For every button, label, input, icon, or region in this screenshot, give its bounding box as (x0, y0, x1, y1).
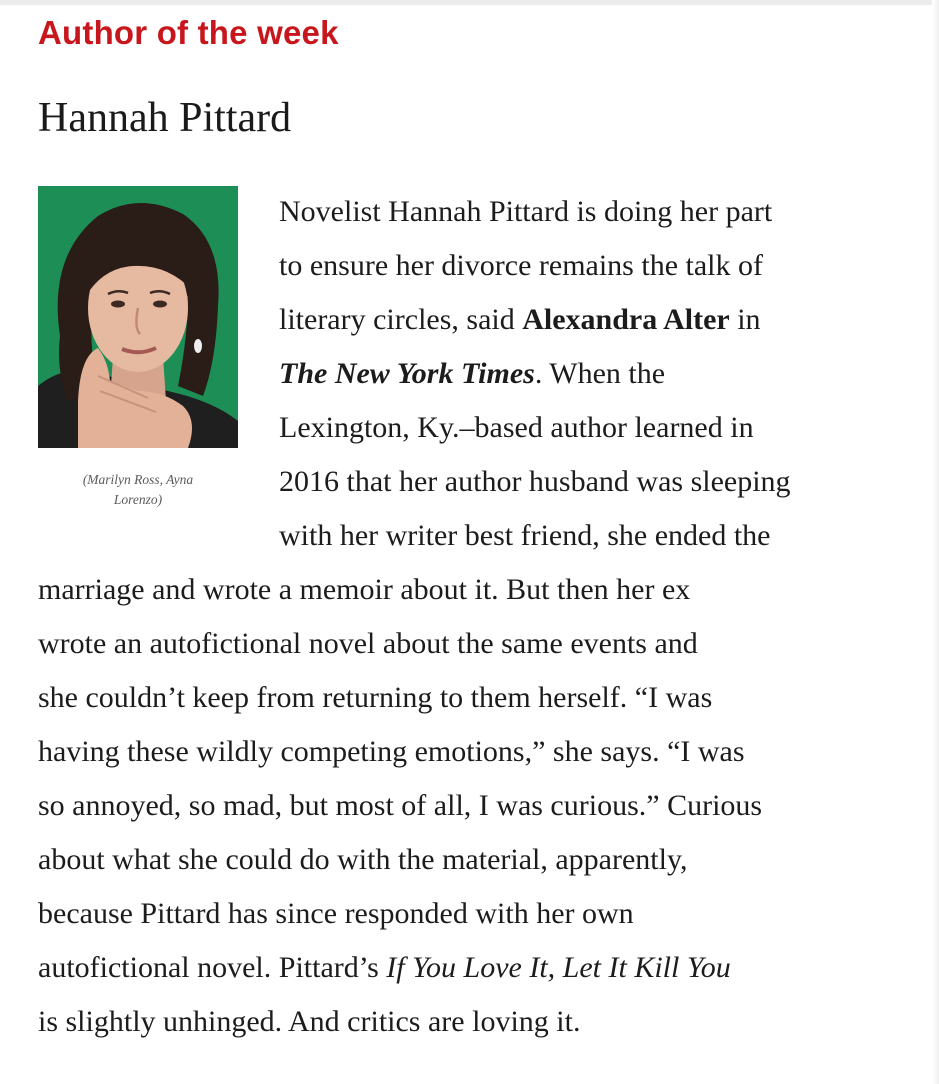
body-line: about what she could do with the material, apparently, (38, 843, 688, 876)
body-line: because Pittard has since responded with her own (38, 897, 634, 930)
body-text: literary circles, said (279, 303, 523, 336)
body-line: Novelist Hannah Pittard is doing her part (279, 195, 773, 228)
body-line: is slightly unhinged. And critics are loving it. (38, 1005, 581, 1038)
book-title: If You Love It, Let It Kill You (386, 951, 731, 984)
body-line: having these wildly competing emotions,” she says. “I was (38, 735, 745, 768)
body-line (279, 356, 665, 392)
body-line (38, 950, 731, 986)
photo-caption-line: (Marilyn Ross, Ayna (82, 472, 194, 487)
body-line: with her writer best friend, she ended the (279, 519, 771, 552)
photo-caption (38, 470, 238, 510)
body-line: wrote an autofictional novel about the same events and (38, 627, 698, 660)
body-line: marriage and wrote a memoir about it. But then her ex (38, 573, 691, 606)
photo-caption-line: Lorenzo) (113, 492, 163, 507)
publication-name: The New York Times (279, 357, 535, 390)
body-line: 2016 that her author husband was sleeping (279, 465, 791, 498)
body-line: so annoyed, so mad, but most of all, I was curious.” Curious (38, 789, 763, 822)
critic-name: Alexandra Alter (522, 303, 730, 336)
section-kicker: Author of the week (38, 14, 339, 51)
body-line (279, 302, 761, 338)
top-border (0, 0, 939, 5)
body-text: . When the (534, 357, 666, 390)
body-line: Lexington, Ky.–based author learned in (279, 411, 754, 444)
right-edge-shadow (932, 0, 939, 1084)
author-photo (38, 186, 238, 448)
body-text: in (729, 303, 761, 336)
page-title: Hannah Pittard (38, 95, 292, 141)
body-text: autofictional novel. Pittard’s (38, 951, 387, 984)
body-line: to ensure her divorce remains the talk of (279, 249, 763, 282)
body-line: she couldn’t keep from returning to them herself. “I was (38, 681, 713, 714)
